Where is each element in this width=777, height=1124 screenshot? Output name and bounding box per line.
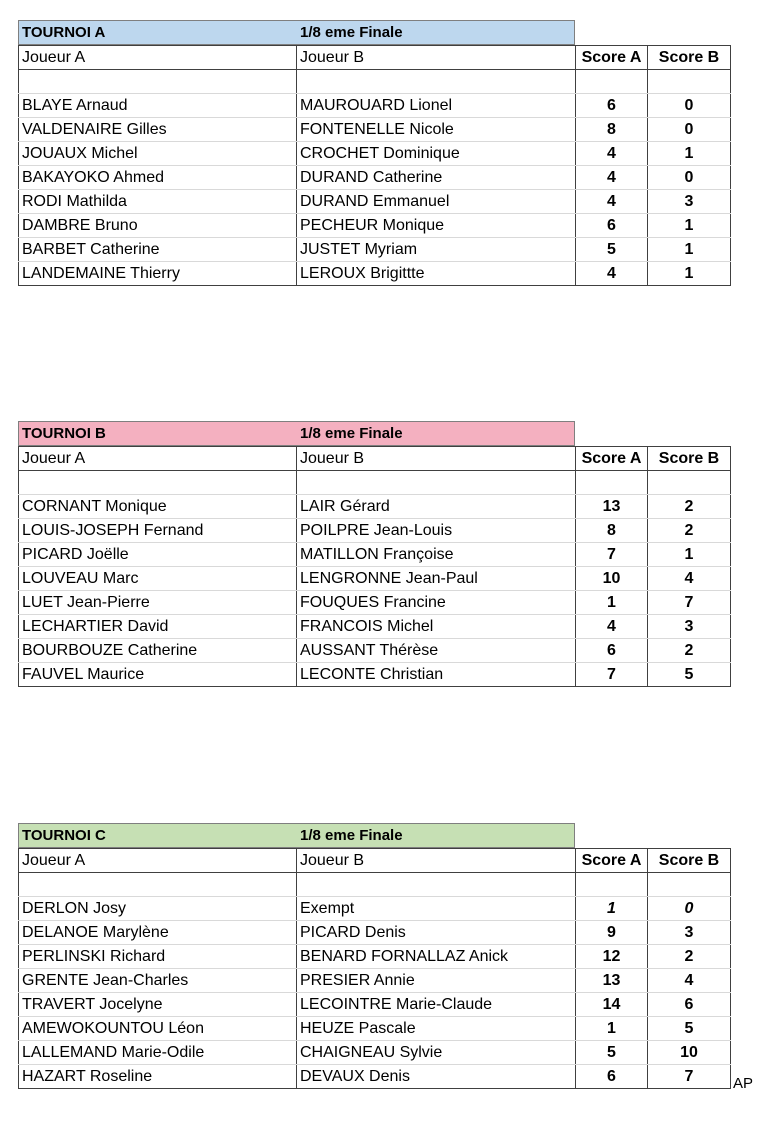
score-b-cell: 0 — [648, 118, 731, 142]
score-b-cell: 3 — [648, 615, 731, 639]
score-a-cell: 6 — [576, 94, 648, 118]
empty-row — [19, 471, 731, 495]
match-row — [19, 190, 731, 214]
match-row — [19, 993, 731, 1017]
player-a-cell: LANDEMAINE Thierry — [19, 262, 297, 286]
score-b-cell: 0 — [648, 94, 731, 118]
score-a-cell: 1 — [576, 1017, 648, 1041]
empty-row — [19, 70, 731, 94]
score-a-cell: 9 — [576, 921, 648, 945]
player-b-cell: Exempt — [297, 897, 576, 921]
tournament-title: TOURNOI C — [22, 827, 106, 844]
column-header-score-b: Score B — [648, 447, 731, 471]
match-row — [19, 945, 731, 969]
player-b-cell: PICARD Denis — [297, 921, 576, 945]
score-a-cell: 10 — [576, 567, 648, 591]
match-row — [19, 663, 731, 687]
player-a-cell: LUET Jean-Pierre — [19, 591, 297, 615]
score-a-cell: 7 — [576, 663, 648, 687]
player-b-cell: LAIR Gérard — [297, 495, 576, 519]
match-row — [19, 142, 731, 166]
player-b-cell: DURAND Catherine — [297, 166, 576, 190]
score-b-cell: 2 — [648, 945, 731, 969]
player-b-cell: LECOINTRE Marie-Claude — [297, 993, 576, 1017]
player-a-cell: BOURBOUZE Catherine — [19, 639, 297, 663]
match-row — [19, 1065, 731, 1089]
player-b-cell: PRESIER Annie — [297, 969, 576, 993]
score-a-cell: 8 — [576, 519, 648, 543]
tournament-title: TOURNOI B — [22, 425, 106, 442]
score-a-cell: 14 — [576, 993, 648, 1017]
score-b-cell: 0 — [648, 897, 731, 921]
score-a-cell: 6 — [576, 214, 648, 238]
player-a-cell: LECHARTIER David — [19, 615, 297, 639]
matches-table — [18, 446, 731, 687]
score-a-cell: 1 — [576, 591, 648, 615]
player-a-cell: GRENTE Jean-Charles — [19, 969, 297, 993]
tournament-header — [18, 20, 575, 45]
score-b-cell: 1 — [648, 238, 731, 262]
score-b-cell: 2 — [648, 519, 731, 543]
round-label: 1/8 eme Finale — [300, 827, 403, 844]
player-a-cell: VALDENAIRE Gilles — [19, 118, 297, 142]
match-row — [19, 615, 731, 639]
matches-table — [18, 45, 731, 286]
player-a-cell: LALLEMAND Marie-Odile — [19, 1041, 297, 1065]
column-header-player-a: Joueur A — [19, 447, 297, 471]
player-b-cell: AUSSANT Thérèse — [297, 639, 576, 663]
match-row — [19, 639, 731, 663]
score-b-cell: 4 — [648, 567, 731, 591]
score-b-cell: 3 — [648, 190, 731, 214]
score-a-cell: 13 — [576, 969, 648, 993]
score-a-cell: 4 — [576, 142, 648, 166]
column-header-score-a: Score A — [576, 447, 648, 471]
player-b-cell: LEROUX Brigittte — [297, 262, 576, 286]
player-b-cell: HEUZE Pascale — [297, 1017, 576, 1041]
player-b-cell: BENARD FORNALLAZ Anick — [297, 945, 576, 969]
score-a-cell: 13 — [576, 495, 648, 519]
score-b-cell: 1 — [648, 262, 731, 286]
player-a-cell: DELANOE Marylène — [19, 921, 297, 945]
player-a-cell: CORNANT Monique — [19, 495, 297, 519]
player-b-cell: LENGRONNE Jean-Paul — [297, 567, 576, 591]
player-b-cell: PECHEUR Monique — [297, 214, 576, 238]
score-b-cell: 0 — [648, 166, 731, 190]
match-row — [19, 214, 731, 238]
match-row — [19, 1017, 731, 1041]
player-b-cell: CROCHET Dominique — [297, 142, 576, 166]
match-row — [19, 166, 731, 190]
score-b-cell: 7 — [648, 591, 731, 615]
player-b-cell: MATILLON Françoise — [297, 543, 576, 567]
score-b-cell: 2 — [648, 495, 731, 519]
match-row — [19, 567, 731, 591]
score-a-cell: 4 — [576, 615, 648, 639]
player-b-cell: FOUQUES Francine — [297, 591, 576, 615]
match-row — [19, 94, 731, 118]
player-a-cell: FAUVEL Maurice — [19, 663, 297, 687]
score-a-cell: 5 — [576, 238, 648, 262]
score-a-cell: 6 — [576, 1065, 648, 1089]
match-row — [19, 543, 731, 567]
score-a-cell: 8 — [576, 118, 648, 142]
player-a-cell: JOUAUX Michel — [19, 142, 297, 166]
player-a-cell: PERLINSKI Richard — [19, 945, 297, 969]
match-row — [19, 262, 731, 286]
tournament-title: TOURNOI A — [22, 24, 106, 41]
score-a-cell: 7 — [576, 543, 648, 567]
player-a-cell: DERLON Josy — [19, 897, 297, 921]
score-a-cell: 1 — [576, 897, 648, 921]
player-b-cell: FONTENELLE Nicole — [297, 118, 576, 142]
player-a-cell: BARBET Catherine — [19, 238, 297, 262]
player-b-cell: CHAIGNEAU Sylvie — [297, 1041, 576, 1065]
player-b-cell: LECONTE Christian — [297, 663, 576, 687]
player-a-cell: AMEWOKOUNTOU Léon — [19, 1017, 297, 1041]
player-a-cell: DAMBRE Bruno — [19, 214, 297, 238]
player-a-cell: HAZART Roseline — [19, 1065, 297, 1089]
player-b-cell: DURAND Emmanuel — [297, 190, 576, 214]
player-a-cell: LOUIS-JOSEPH Fernand — [19, 519, 297, 543]
column-header-score-a: Score A — [576, 46, 648, 70]
player-b-cell: JUSTET Myriam — [297, 238, 576, 262]
empty-row — [19, 873, 731, 897]
score-a-cell: 6 — [576, 639, 648, 663]
player-a-cell: PICARD Joëlle — [19, 543, 297, 567]
column-header-player-b: Joueur B — [297, 447, 576, 471]
match-row — [19, 921, 731, 945]
score-b-cell: 5 — [648, 1017, 731, 1041]
column-header-row — [19, 46, 731, 70]
score-b-cell: 1 — [648, 142, 731, 166]
round-label: 1/8 eme Finale — [300, 425, 403, 442]
matches-table — [18, 848, 731, 1089]
player-b-cell: DEVAUX Denis — [297, 1065, 576, 1089]
player-b-cell: MAUROUARD Lionel — [297, 94, 576, 118]
score-a-cell: 12 — [576, 945, 648, 969]
score-b-cell: 5 — [648, 663, 731, 687]
match-row — [19, 519, 731, 543]
player-a-cell: LOUVEAU Marc — [19, 567, 297, 591]
player-a-cell: BAKAYOKO Ahmed — [19, 166, 297, 190]
player-a-cell: BLAYE Arnaud — [19, 94, 297, 118]
score-b-cell: 1 — [648, 214, 731, 238]
column-header-player-b: Joueur B — [297, 46, 576, 70]
column-header-row — [19, 849, 731, 873]
player-b-cell: POILPRE Jean-Louis — [297, 519, 576, 543]
column-header-score-b: Score B — [648, 46, 731, 70]
score-b-cell: 10 — [648, 1041, 731, 1065]
column-header-score-a: Score A — [576, 849, 648, 873]
score-a-cell: 4 — [576, 262, 648, 286]
score-b-cell: 1 — [648, 543, 731, 567]
score-a-cell: 4 — [576, 166, 648, 190]
match-row — [19, 897, 731, 921]
column-header-row — [19, 447, 731, 471]
score-a-cell: 5 — [576, 1041, 648, 1065]
column-header-player-a: Joueur A — [19, 849, 297, 873]
note-label: AP — [733, 1075, 754, 1093]
score-b-cell: 4 — [648, 969, 731, 993]
round-label: 1/8 eme Finale — [300, 24, 403, 41]
match-row — [19, 969, 731, 993]
score-b-cell: 6 — [648, 993, 731, 1017]
score-b-cell: 3 — [648, 921, 731, 945]
player-a-cell: TRAVERT Jocelyne — [19, 993, 297, 1017]
match-row — [19, 1041, 731, 1065]
match-row — [19, 238, 731, 262]
player-a-cell: RODI Mathilda — [19, 190, 297, 214]
column-header-score-b: Score B — [648, 849, 731, 873]
score-b-cell: 7 — [648, 1065, 731, 1089]
score-b-cell: 2 — [648, 639, 731, 663]
column-header-player-a: Joueur A — [19, 46, 297, 70]
match-row — [19, 495, 731, 519]
tournament-header — [18, 421, 575, 446]
player-b-cell: FRANCOIS Michel — [297, 615, 576, 639]
match-row — [19, 118, 731, 142]
match-row — [19, 591, 731, 615]
score-a-cell: 4 — [576, 190, 648, 214]
tournament-header — [18, 823, 575, 848]
column-header-player-b: Joueur B — [297, 849, 576, 873]
